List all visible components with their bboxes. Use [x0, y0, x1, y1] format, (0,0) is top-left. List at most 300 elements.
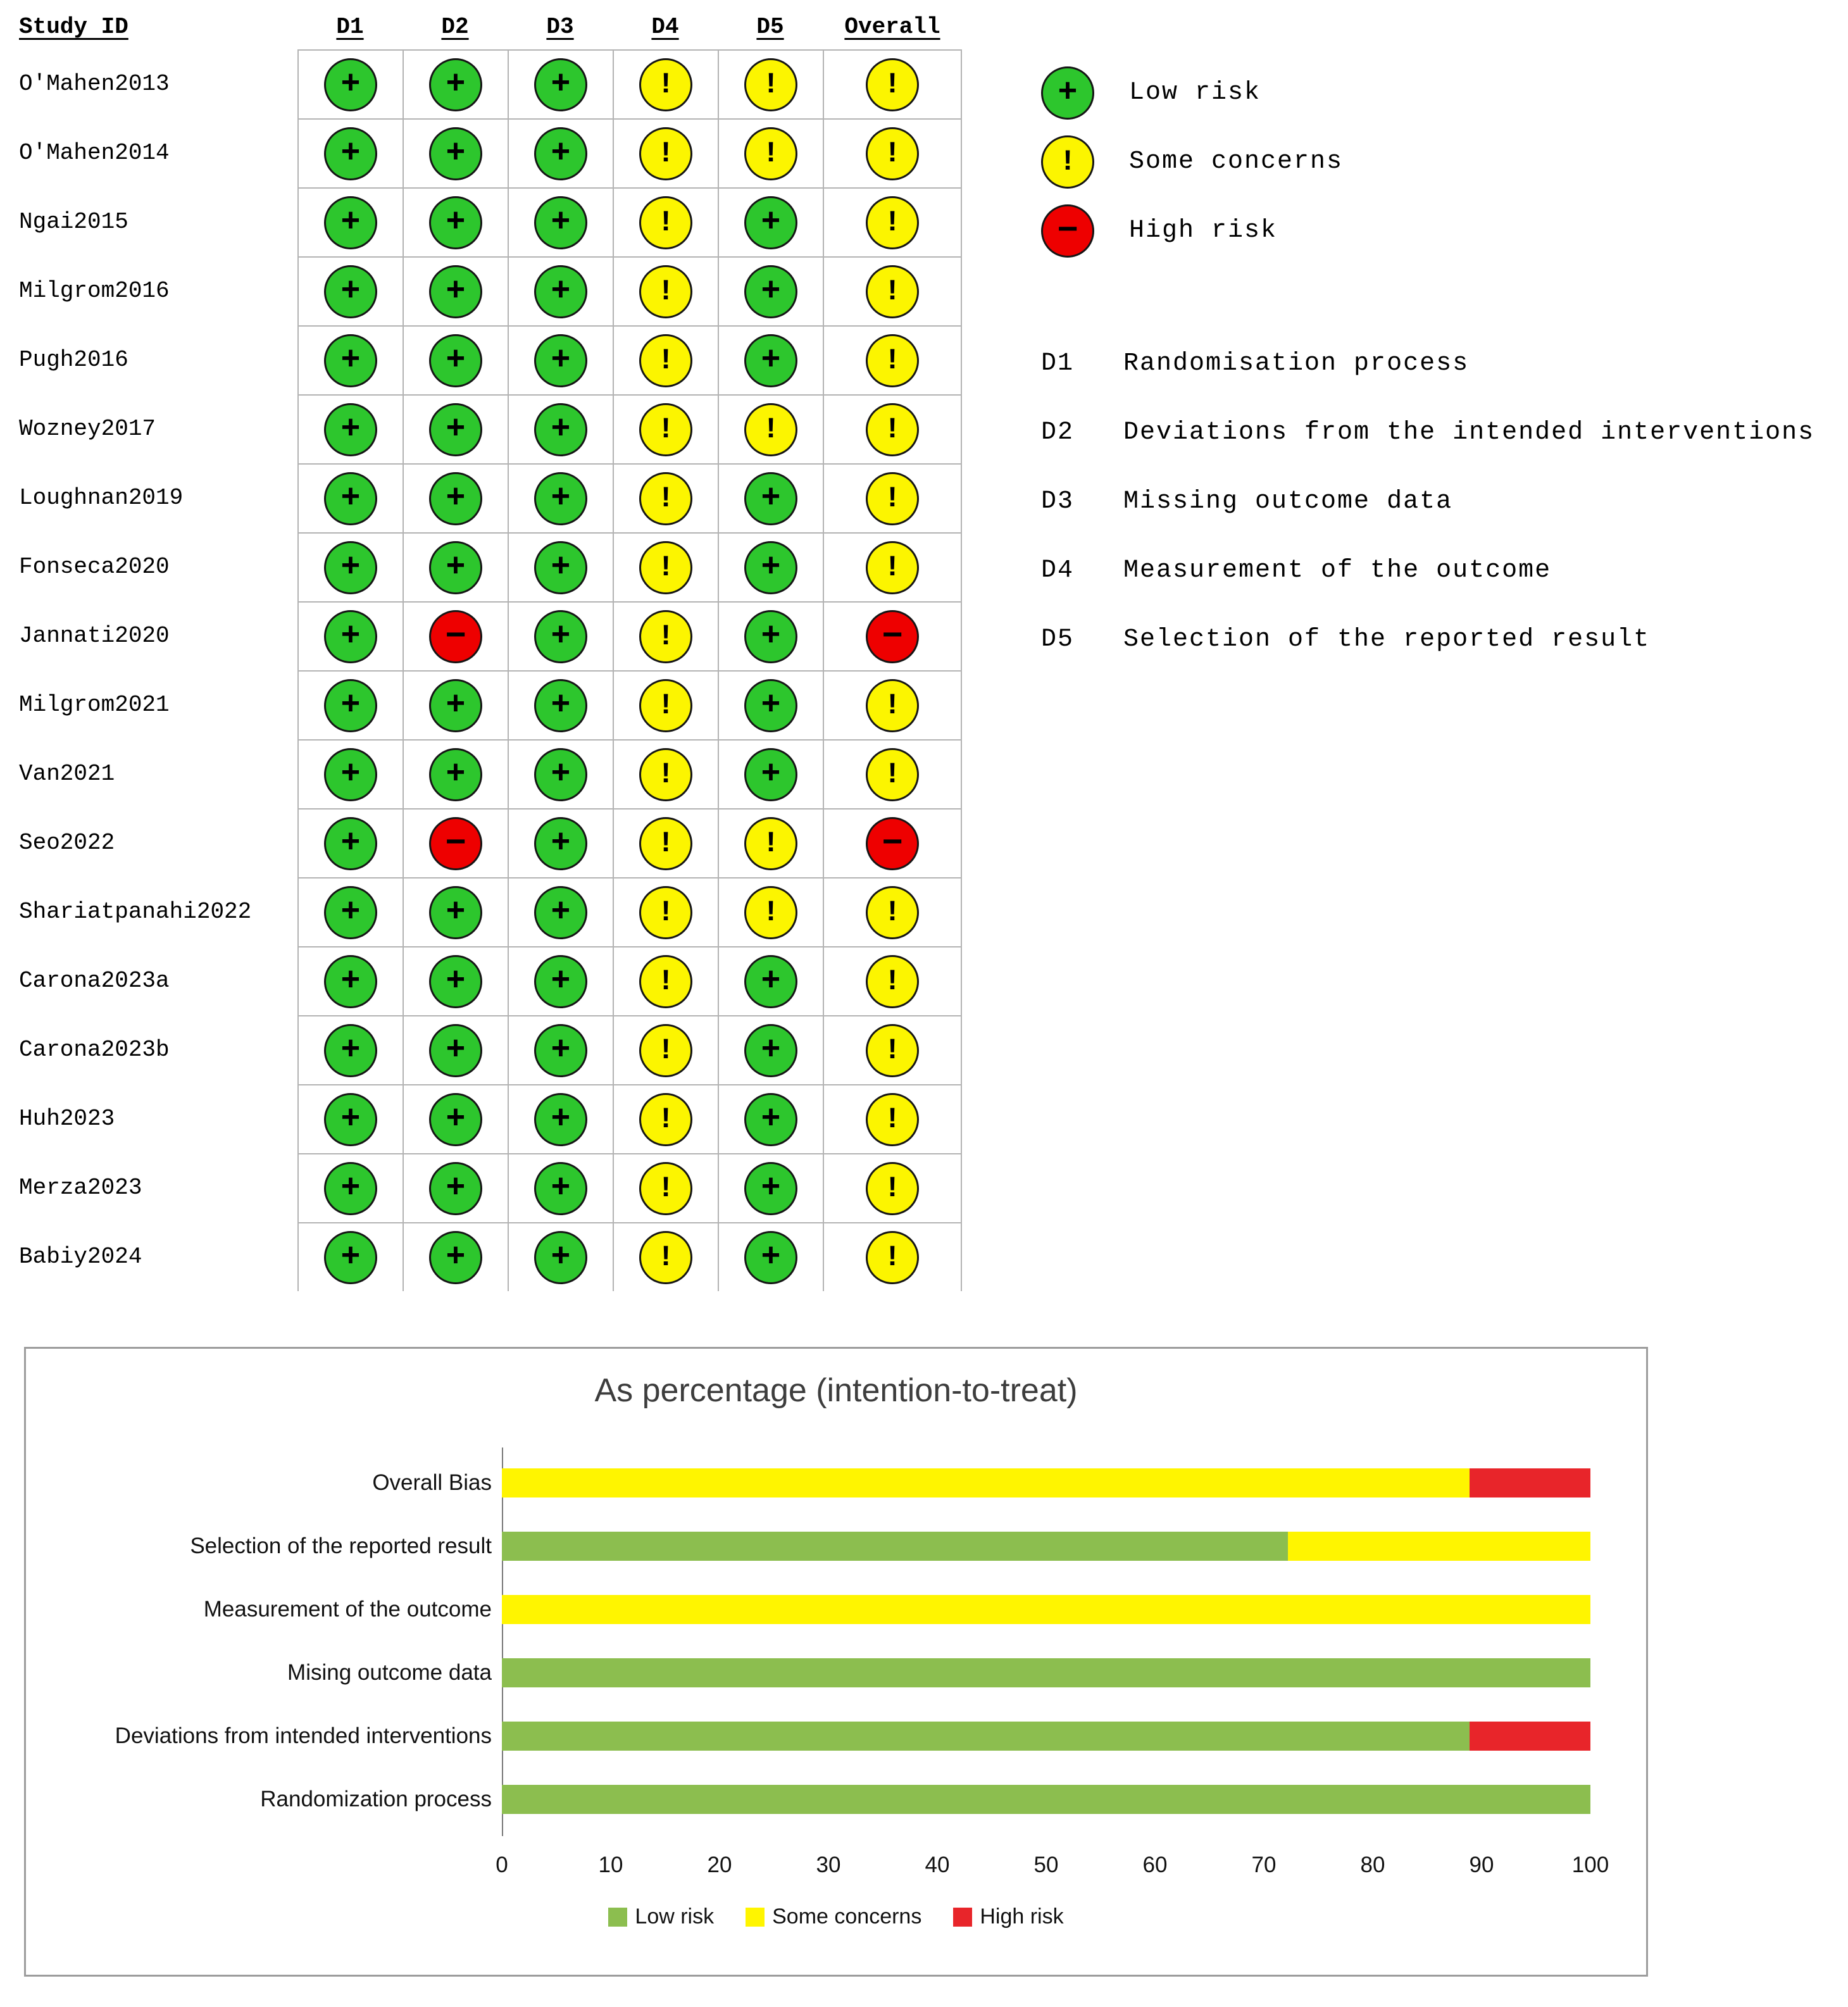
judgement-cell [718, 601, 823, 670]
judgement-cell [823, 394, 962, 463]
study-row [19, 1084, 962, 1153]
judgement-cell [718, 187, 823, 256]
column-header: D1 [336, 14, 364, 40]
risk-circle-some: ! [744, 817, 797, 870]
risk-circle-low: + [324, 1231, 377, 1284]
risk-legend-label: Some concerns [1129, 147, 1344, 176]
x-tick-label: 50 [1033, 1853, 1059, 1877]
judgement-cell [403, 256, 508, 325]
risk-circle-some: ! [639, 955, 692, 1008]
x-tick-label: 100 [1571, 1853, 1609, 1877]
study-row [19, 394, 962, 463]
domain-label: Measurement of the outcome [1123, 556, 1552, 585]
risk-circle-some: ! [639, 1231, 692, 1284]
judgement-cell [613, 532, 718, 601]
risk-circle-high: − [866, 610, 919, 663]
judgement-cell [718, 1015, 823, 1084]
risk-circle-some: ! [866, 1024, 919, 1077]
judgement-cell [823, 739, 962, 808]
judgement-cell [508, 325, 613, 394]
study-id: Carona2023b [19, 1037, 170, 1063]
risk-circle-low: + [429, 265, 482, 318]
risk-circle-some: ! [639, 679, 692, 732]
risk-circle-low: + [324, 955, 377, 1008]
risk-circle-some: ! [866, 955, 919, 1008]
judgement-cell [613, 1153, 718, 1222]
bar-segment-low-risk [502, 1722, 1470, 1751]
study-row [19, 532, 962, 601]
judgement-cell [613, 601, 718, 670]
study-id: O'Mahen2014 [19, 140, 170, 166]
risk-circle-low: + [324, 679, 377, 732]
judgement-cell [297, 946, 403, 1015]
study-row [19, 601, 962, 670]
bar-track [502, 1658, 1590, 1687]
judgement-cell [297, 118, 403, 187]
bar-category-label: Overall Bias [372, 1470, 492, 1495]
judgement-cell [613, 877, 718, 946]
risk-circle-low: + [324, 748, 377, 801]
risk-circle-some: ! [639, 748, 692, 801]
judgement-cell [508, 187, 613, 256]
judgement-cell [508, 1153, 613, 1222]
risk-circle-low: + [429, 472, 482, 525]
chart-legend-label: High risk [980, 1904, 1064, 1929]
judgement-cell [718, 532, 823, 601]
risk-circle-low: + [324, 334, 377, 387]
judgement-cell [718, 739, 823, 808]
column-header: Study ID [19, 14, 128, 40]
risk-circle-some: ! [744, 58, 797, 111]
bar-category-label: Randomization process [260, 1787, 492, 1811]
judgement-cell [297, 1015, 403, 1084]
judgement-cell [613, 463, 718, 532]
risk-circle-some: ! [866, 127, 919, 180]
risk-circle-some: ! [744, 127, 797, 180]
judgement-cell [508, 1015, 613, 1084]
legend-swatch [608, 1908, 627, 1927]
risk-circle-some: ! [639, 886, 692, 939]
study-id: Jannati2020 [19, 623, 170, 649]
risk-circle-low: + [324, 610, 377, 663]
judgement-cell [508, 118, 613, 187]
matrix-header [19, 11, 962, 49]
legend-swatch [746, 1908, 765, 1927]
judgement-cell [508, 1222, 613, 1291]
risk-circle-some: ! [744, 403, 797, 456]
risk-circle-low: + [429, 334, 482, 387]
risk-circle-low: + [534, 58, 587, 111]
study-row [19, 877, 962, 946]
judgement-cell [613, 808, 718, 877]
risk-legend-label: Low risk [1129, 78, 1261, 107]
judgement-cell [297, 670, 403, 739]
risk-circle-low: + [744, 610, 797, 663]
chart-legend-item [608, 1904, 714, 1929]
risk-circle-some: ! [639, 610, 692, 663]
domain-legend-item [1041, 467, 1814, 536]
study-id: Pugh2016 [19, 347, 128, 373]
judgement-cell [718, 325, 823, 394]
bar-row [26, 1641, 1590, 1704]
risk-circle-low: + [324, 403, 377, 456]
study-row [19, 118, 962, 187]
risk-circle-low: + [429, 1093, 482, 1146]
risk-circle-low: + [534, 472, 587, 525]
legend-circle-low: + [1041, 66, 1094, 120]
judgement-cell [508, 946, 613, 1015]
chart-title: As percentage (intention-to-treat) [594, 1372, 1078, 1409]
judgement-cell [403, 739, 508, 808]
risk-circle-low: + [744, 265, 797, 318]
risk-circle-some: ! [639, 58, 692, 111]
x-tick-label: 40 [925, 1853, 950, 1877]
judgement-cell [613, 118, 718, 187]
column-header: D4 [651, 14, 679, 40]
judgement-cell [508, 463, 613, 532]
risk-circle-low: + [429, 1231, 482, 1284]
judgement-cell [823, 670, 962, 739]
judgement-cell [613, 739, 718, 808]
traffic-light-matrix [19, 11, 962, 1291]
risk-circle-some: ! [639, 196, 692, 249]
domain-label: Deviations from the intended interventions [1123, 418, 1815, 447]
domain-legend-item [1041, 605, 1814, 674]
study-row [19, 463, 962, 532]
risk-circle-low: + [534, 886, 587, 939]
study-id: Huh2023 [19, 1106, 115, 1132]
risk-circle-some: ! [639, 817, 692, 870]
judgement-cell [718, 394, 823, 463]
judgement-cell [297, 532, 403, 601]
risk-circle-low: + [429, 196, 482, 249]
domain-legend [1041, 329, 1814, 674]
risk-circle-low: + [429, 955, 482, 1008]
bar-category-label: Selection of the reported result [190, 1534, 492, 1558]
risk-circle-low: + [324, 886, 377, 939]
judgement-cell [718, 946, 823, 1015]
domain-label: Selection of the reported result [1123, 625, 1651, 654]
judgement-cell [823, 1084, 962, 1153]
risk-circle-some: ! [639, 1024, 692, 1077]
risk-circle-high: − [429, 610, 482, 663]
study-id: Seo2022 [19, 830, 115, 856]
judgement-cell [718, 1222, 823, 1291]
judgement-cell [403, 946, 508, 1015]
matrix-rows [19, 49, 962, 1291]
domain-code: D5 [1041, 625, 1075, 654]
risk-circle-some: ! [866, 748, 919, 801]
risk-legend-item [1041, 58, 1343, 127]
study-row [19, 808, 962, 877]
risk-circle-low: + [744, 472, 797, 525]
judgement-cell [403, 1153, 508, 1222]
judgement-cell [508, 877, 613, 946]
study-id: Milgrom2016 [19, 278, 170, 304]
risk-circle-low: + [744, 679, 797, 732]
domain-code: D4 [1041, 556, 1075, 585]
column-header: Overall [844, 14, 940, 40]
risk-circle-high: − [866, 817, 919, 870]
x-tick-label: 70 [1251, 1853, 1277, 1877]
judgement-cell [613, 49, 718, 118]
risk-circle-some: ! [866, 886, 919, 939]
judgement-cell [718, 808, 823, 877]
risk-circle-low: + [429, 679, 482, 732]
judgement-cell [613, 1084, 718, 1153]
risk-circle-low: + [534, 679, 587, 732]
study-row [19, 670, 962, 739]
risk-circle-low: + [744, 748, 797, 801]
domain-label: Randomisation process [1123, 349, 1470, 378]
x-tick-label: 90 [1469, 1853, 1494, 1877]
x-axis-ticks [26, 1853, 1646, 1880]
judgement-cell [297, 601, 403, 670]
judgement-cell [613, 1015, 718, 1084]
risk-circle-some: ! [866, 679, 919, 732]
legend-circle-high: − [1041, 204, 1094, 258]
judgement-cell [823, 325, 962, 394]
study-row [19, 739, 962, 808]
risk-circle-low: + [429, 1024, 482, 1077]
risk-circle-some: ! [639, 541, 692, 594]
risk-circle-low: + [744, 196, 797, 249]
risk-circle-low: + [324, 472, 377, 525]
risk-circle-low: + [534, 541, 587, 594]
risk-circle-some: ! [639, 1093, 692, 1146]
bar-track [502, 1595, 1590, 1624]
bar-track [502, 1722, 1590, 1751]
risk-circle-some: ! [866, 265, 919, 318]
risk-circle-low: + [534, 1093, 587, 1146]
bar-track [502, 1468, 1590, 1497]
judgement-cell [297, 1153, 403, 1222]
study-id: Loughnan2019 [19, 485, 184, 511]
risk-circle-low: + [744, 541, 797, 594]
legend-circle-some: ! [1041, 135, 1094, 189]
risk-circle-low: + [534, 1024, 587, 1077]
risk-circle-some: ! [639, 1162, 692, 1215]
bar-segment-low-risk [502, 1658, 1590, 1687]
study-row [19, 1153, 962, 1222]
risk-circle-low: + [534, 403, 587, 456]
judgement-cell [403, 877, 508, 946]
judgement-cell [508, 532, 613, 601]
x-tick-label: 10 [598, 1853, 623, 1877]
bar-track [502, 1785, 1590, 1814]
risk-legend-item [1041, 196, 1343, 265]
judgement-cell [297, 394, 403, 463]
judgement-cell [508, 49, 613, 118]
judgement-cell [823, 1153, 962, 1222]
bar-row [26, 1578, 1590, 1641]
judgement-cell [823, 49, 962, 118]
judgement-cell [823, 946, 962, 1015]
chart-legend-label: Low risk [635, 1904, 715, 1929]
judgement-cell [297, 877, 403, 946]
bar-segment-high-risk [1470, 1468, 1590, 1497]
risk-circle-low: + [744, 334, 797, 387]
judgement-cell [823, 808, 962, 877]
study-id: Wozney2017 [19, 416, 156, 442]
risk-circle-low: + [744, 1024, 797, 1077]
judgement-cell [403, 325, 508, 394]
risk-circle-some: ! [866, 1093, 919, 1146]
x-tick-label: 0 [496, 1853, 508, 1877]
judgement-cell [403, 49, 508, 118]
risk-circle-low: + [534, 610, 587, 663]
risk-circle-some: ! [866, 403, 919, 456]
risk-circle-low: + [534, 196, 587, 249]
domain-code: D2 [1041, 418, 1075, 447]
risk-circle-some: ! [639, 127, 692, 180]
judgement-cell [403, 808, 508, 877]
risk-circle-low: + [324, 58, 377, 111]
judgement-cell [508, 256, 613, 325]
risk-circle-low: + [534, 265, 587, 318]
study-id: Babiy2024 [19, 1244, 142, 1270]
study-id: Shariatpanahi2022 [19, 899, 252, 925]
risk-circle-some: ! [639, 472, 692, 525]
domain-code: D3 [1041, 487, 1075, 516]
bar-category-label: Deviations from intended interventions [115, 1723, 492, 1748]
chart-legend [26, 1904, 1646, 1929]
risk-circle-low: + [429, 1162, 482, 1215]
column-header: D3 [546, 14, 574, 40]
risk-circle-some: ! [866, 196, 919, 249]
risk-circle-low: + [534, 955, 587, 1008]
legend-swatch [953, 1908, 972, 1927]
domain-label: Missing outcome data [1123, 487, 1453, 516]
study-row [19, 1015, 962, 1084]
bar-row [26, 1515, 1590, 1578]
judgement-cell [823, 1015, 962, 1084]
risk-circle-some: ! [866, 334, 919, 387]
risk-circle-some: ! [639, 265, 692, 318]
risk-circle-low: + [534, 817, 587, 870]
risk-circle-some: ! [639, 334, 692, 387]
risk-circle-low: + [534, 1162, 587, 1215]
judgement-cell [297, 187, 403, 256]
judgement-cell [403, 118, 508, 187]
risk-circle-low: + [429, 58, 482, 111]
risk-circle-low: + [534, 1231, 587, 1284]
risk-circle-some: ! [866, 1231, 919, 1284]
bar-segment-high-risk [1470, 1722, 1590, 1751]
risk-circle-low: + [534, 334, 587, 387]
judgement-cell [823, 877, 962, 946]
percentage-chart [24, 1347, 1648, 1977]
judgement-cell [508, 1084, 613, 1153]
chart-legend-label: Some concerns [772, 1904, 922, 1929]
judgement-cell [508, 739, 613, 808]
domain-legend-item [1041, 398, 1814, 467]
judgement-cell [297, 325, 403, 394]
judgement-cell [403, 1084, 508, 1153]
study-id: Ngai2015 [19, 209, 128, 235]
judgement-cell [718, 1153, 823, 1222]
risk-circle-low: + [744, 955, 797, 1008]
risk-circle-some: ! [639, 403, 692, 456]
judgement-cell [297, 1222, 403, 1291]
risk-circle-low: + [429, 886, 482, 939]
judgement-cell [823, 187, 962, 256]
domain-legend-item [1041, 329, 1814, 398]
judgement-cell [508, 601, 613, 670]
judgement-cell [403, 1015, 508, 1084]
x-tick-label: 20 [707, 1853, 732, 1877]
study-id: Fonseca2020 [19, 554, 170, 580]
risk-circle-low: + [744, 1162, 797, 1215]
judgement-cell [403, 532, 508, 601]
judgement-cell [613, 946, 718, 1015]
risk-circle-low: + [534, 748, 587, 801]
domain-code: D1 [1041, 349, 1075, 378]
domain-legend-item [1041, 536, 1814, 605]
judgement-cell [297, 1084, 403, 1153]
judgement-cell [613, 670, 718, 739]
study-row [19, 256, 962, 325]
bar-segment-low-risk [502, 1785, 1590, 1814]
judgement-cell [823, 118, 962, 187]
chart-legend-item [953, 1904, 1063, 1929]
x-tick-label: 80 [1360, 1853, 1385, 1877]
x-tick-label: 30 [816, 1853, 841, 1877]
risk-circle-low: + [429, 403, 482, 456]
study-id: Merza2023 [19, 1175, 142, 1201]
bar-category-label: Measurement of the outcome [203, 1597, 492, 1622]
judgement-cell [297, 49, 403, 118]
risk-circle-some: ! [866, 541, 919, 594]
bar-segment-some-concerns [502, 1595, 1590, 1624]
judgement-cell [403, 463, 508, 532]
judgement-cell [718, 877, 823, 946]
judgement-cell [823, 532, 962, 601]
risk-circle-some: ! [744, 886, 797, 939]
bar-track [502, 1532, 1590, 1561]
risk-circle-low: + [324, 1024, 377, 1077]
column-header: D2 [441, 14, 469, 40]
judgement-cell [718, 118, 823, 187]
judgement-cell [823, 1222, 962, 1291]
judgement-cell [403, 394, 508, 463]
bar-segment-some-concerns [502, 1468, 1470, 1497]
judgement-cell [613, 394, 718, 463]
judgement-cell [613, 256, 718, 325]
risk-circle-low: + [429, 541, 482, 594]
judgement-cell [718, 1084, 823, 1153]
column-header: D5 [756, 14, 784, 40]
risk-circle-low: + [429, 127, 482, 180]
bar-rows [26, 1451, 1590, 1831]
risk-circle-low: + [534, 127, 587, 180]
study-row [19, 946, 962, 1015]
judgement-cell [823, 601, 962, 670]
bar-row [26, 1704, 1590, 1768]
risk-legend [1041, 58, 1343, 265]
risk-circle-low: + [324, 127, 377, 180]
risk-legend-label: High risk [1129, 216, 1278, 245]
judgement-cell [508, 394, 613, 463]
risk-circle-some: ! [866, 58, 919, 111]
bar-row [26, 1768, 1590, 1831]
risk-circle-low: + [324, 817, 377, 870]
risk-circle-some: ! [866, 472, 919, 525]
bar-segment-some-concerns [1288, 1532, 1590, 1561]
judgement-cell [508, 670, 613, 739]
study-row [19, 325, 962, 394]
judgement-cell [508, 808, 613, 877]
